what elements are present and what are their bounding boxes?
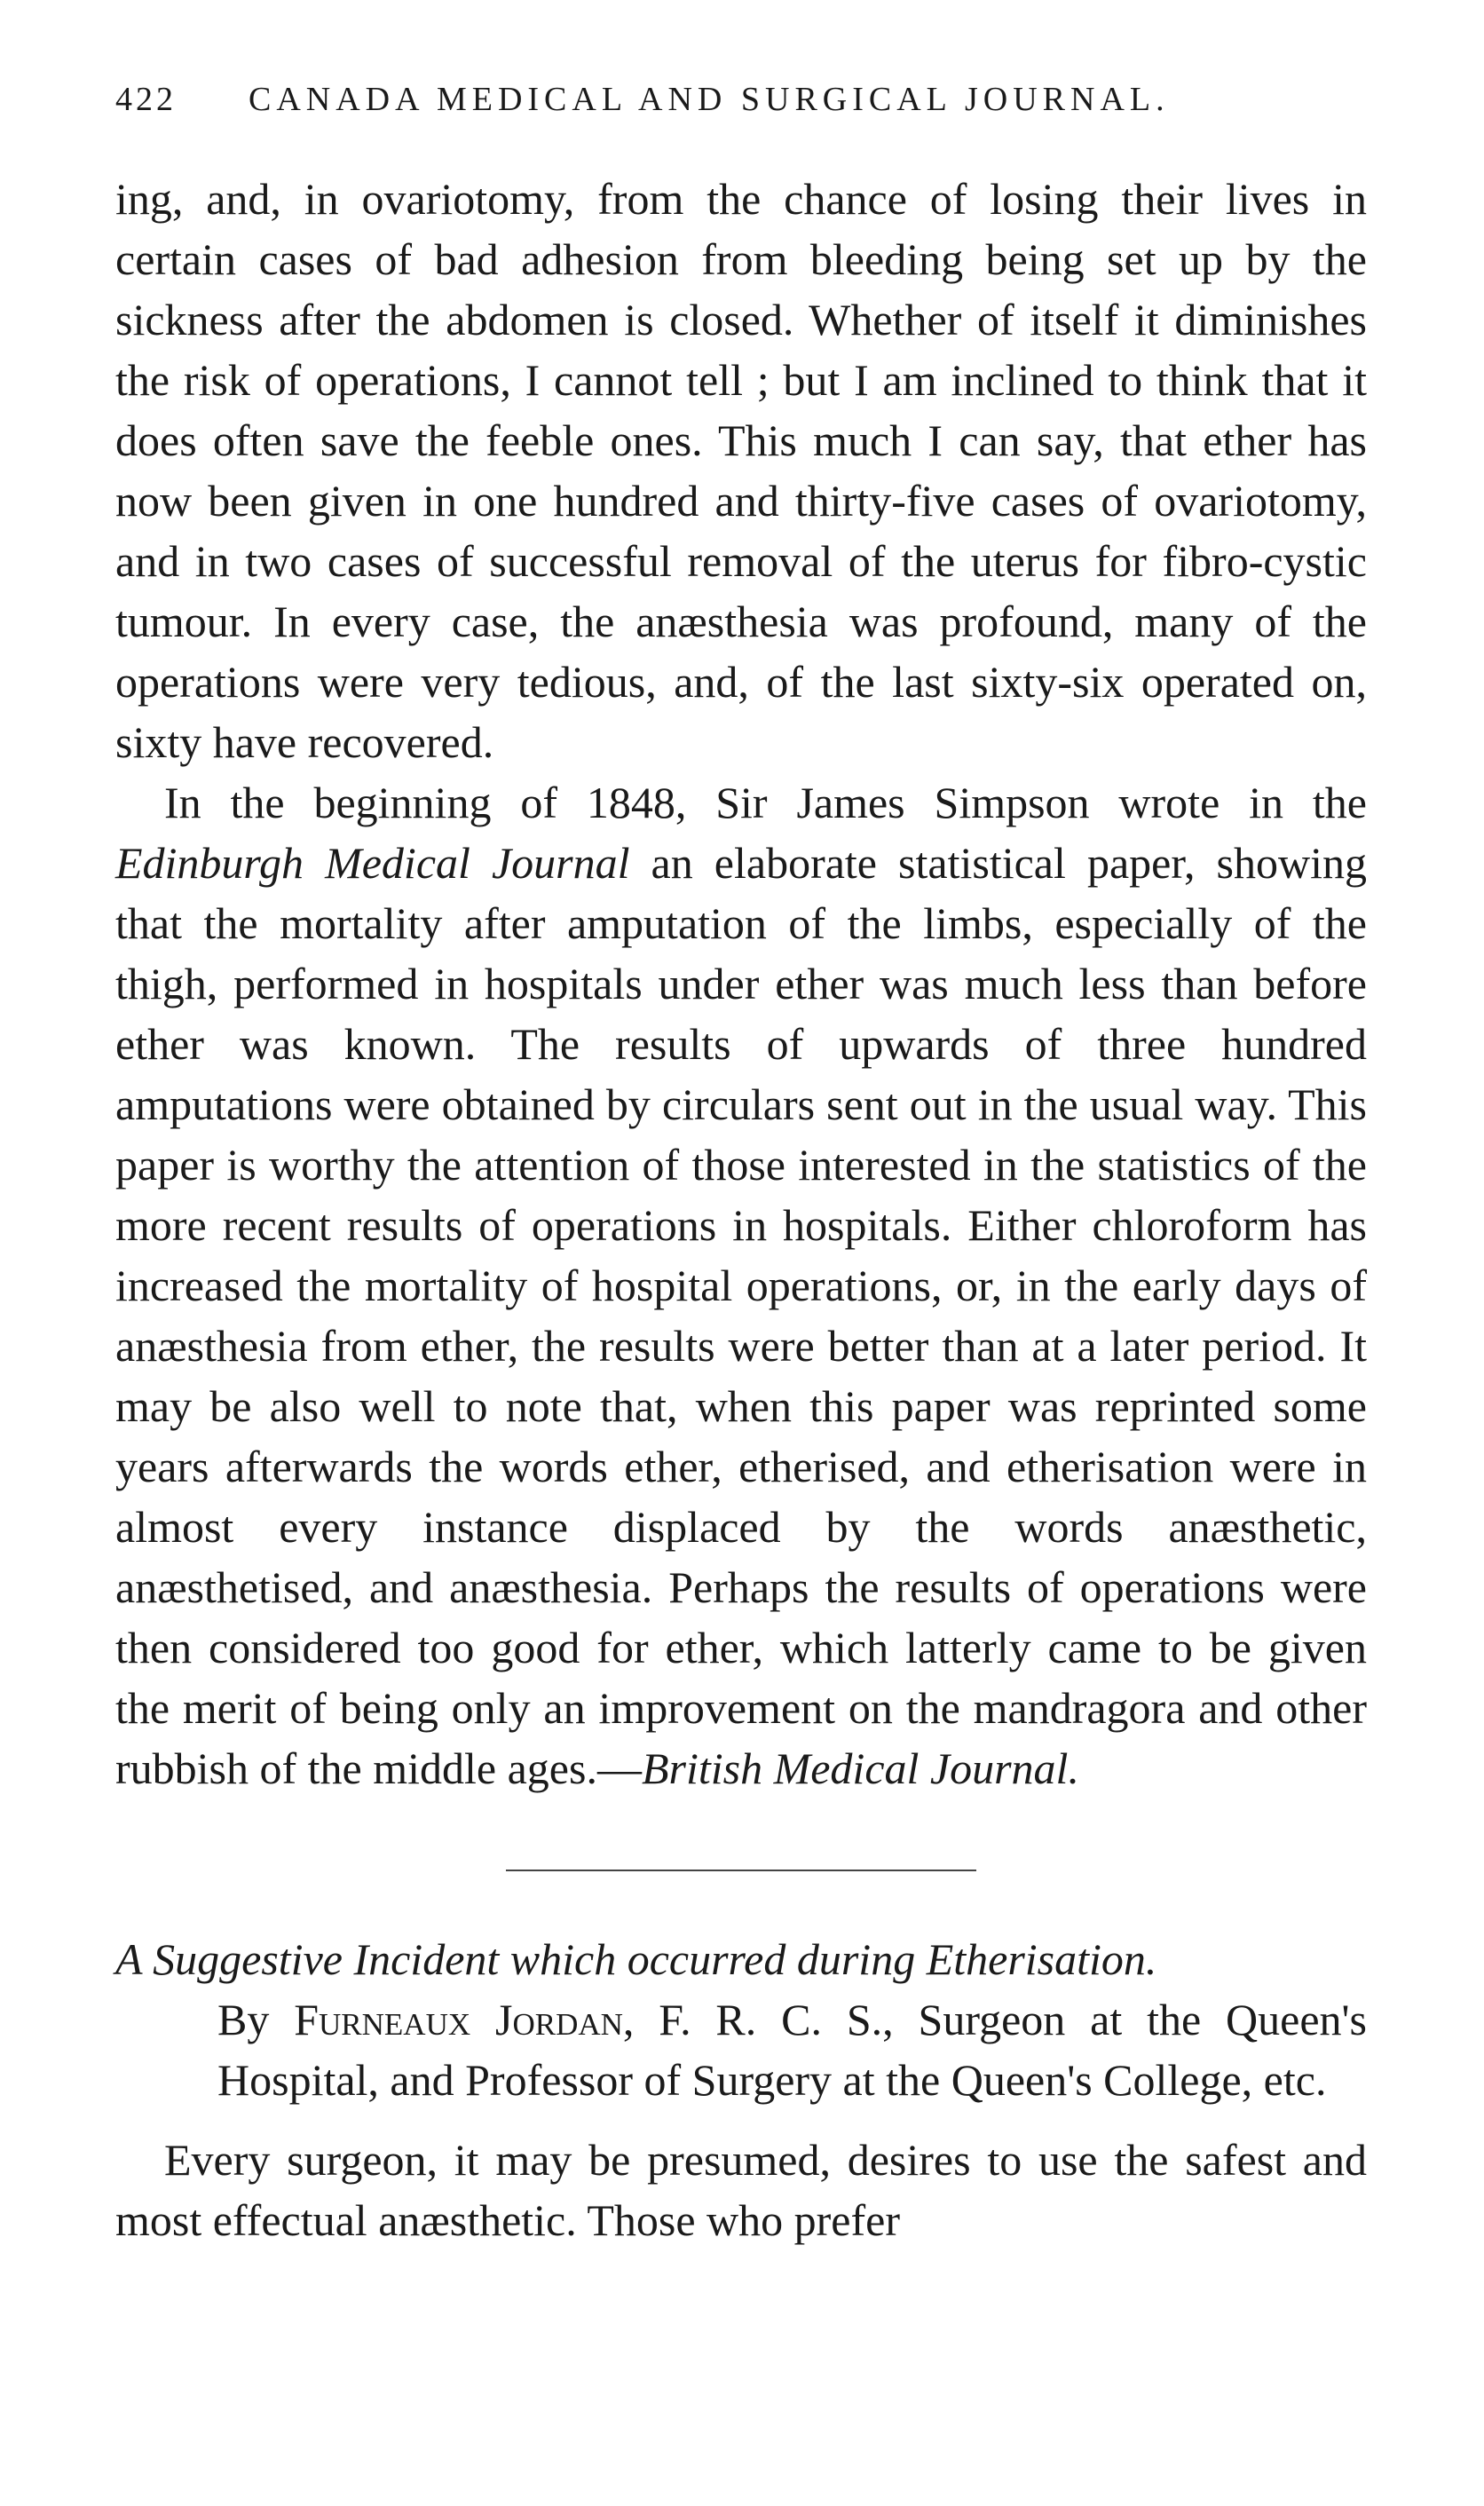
paragraph-simpson: [115, 772, 1367, 1798]
journal-page: [115, 80, 1367, 2250]
journal-citation-edinburgh: Edinburgh Medical Journal: [115, 838, 630, 888]
article-opening-paragraph: Every surgeon, it may be presumed, desires to use the safest and most effectual anæsthetic. Those who prefer: [115, 2135, 1367, 2245]
article-title: A Suggestive Incident which occurred during Etherisation.: [115, 1934, 1157, 1984]
journal-title: CANADA MEDICAL AND SURGICAL JOURNAL.: [249, 81, 1170, 118]
author-name: Furneaux Jordan: [294, 1995, 623, 2044]
running-head: [115, 80, 1367, 133]
paragraph-simpson-text-a: In the beginning of 1848, Sir James Simpson wrote in the: [164, 778, 1367, 827]
author-credentials: , F. R. C. S., Surgeon at the Queen's Hospital, and Professor of Surgery at the Queen's College, etc.: [217, 1995, 1367, 2105]
page-number: 422: [115, 81, 177, 118]
paragraph-continued: ing, and, in ovariotomy, from the chance of losing their lives in certain cases of bad adhesion from bleeding being set up by the sickness after the abdomen is closed. Whether of itself it diminishes the risk of operations, I cannot tell ; but I am inclined to think that it does often save the feeble ones. This much I can say, that ether has now been given in one hundred and thirty-five cases of ovariotomy, and in two cases of successful removal of the uterus for fibro-cystic tumour. In every case, the anæsthesia was profound, many of the operations were very tedious, and, of the last sixty-six operated on, sixty have recovered.: [115, 174, 1367, 767]
byline-by: By: [217, 1995, 295, 2044]
source-citation-bmj: British Medical Journal.: [641, 1743, 1079, 1793]
section-divider: [506, 1870, 976, 1871]
article-byline: [217, 1989, 1367, 2110]
paragraph-simpson-text-b: an elaborate statistical paper, showing that the mortality after amputation of the limbs, especially of the thigh, performed in hospitals under ether was much less than before ether was known. The results of upwards of three hundred amputations were obtained by circulars sent out in the usual way. This paper is worthy the attention of those interested in the statistics of the more recent results of operations in hospitals. Either chloroform has increased the mortality of hospital operations, or, in the early days of anæsthesia from ether, the results were better than at a later period. It may be also well to note that, when this paper was reprinted some years afterwards the words ether, etherised, and etherisation were in almost every instance displaced by the words anæsthetic, anæsthetised, and anæsthesia. Perhaps the results of operations were then considered too good for ether, which latterly came to be given the merit of being only an improvement on the mandragora and other rubbish of the middle ages.—: [115, 838, 1367, 1793]
